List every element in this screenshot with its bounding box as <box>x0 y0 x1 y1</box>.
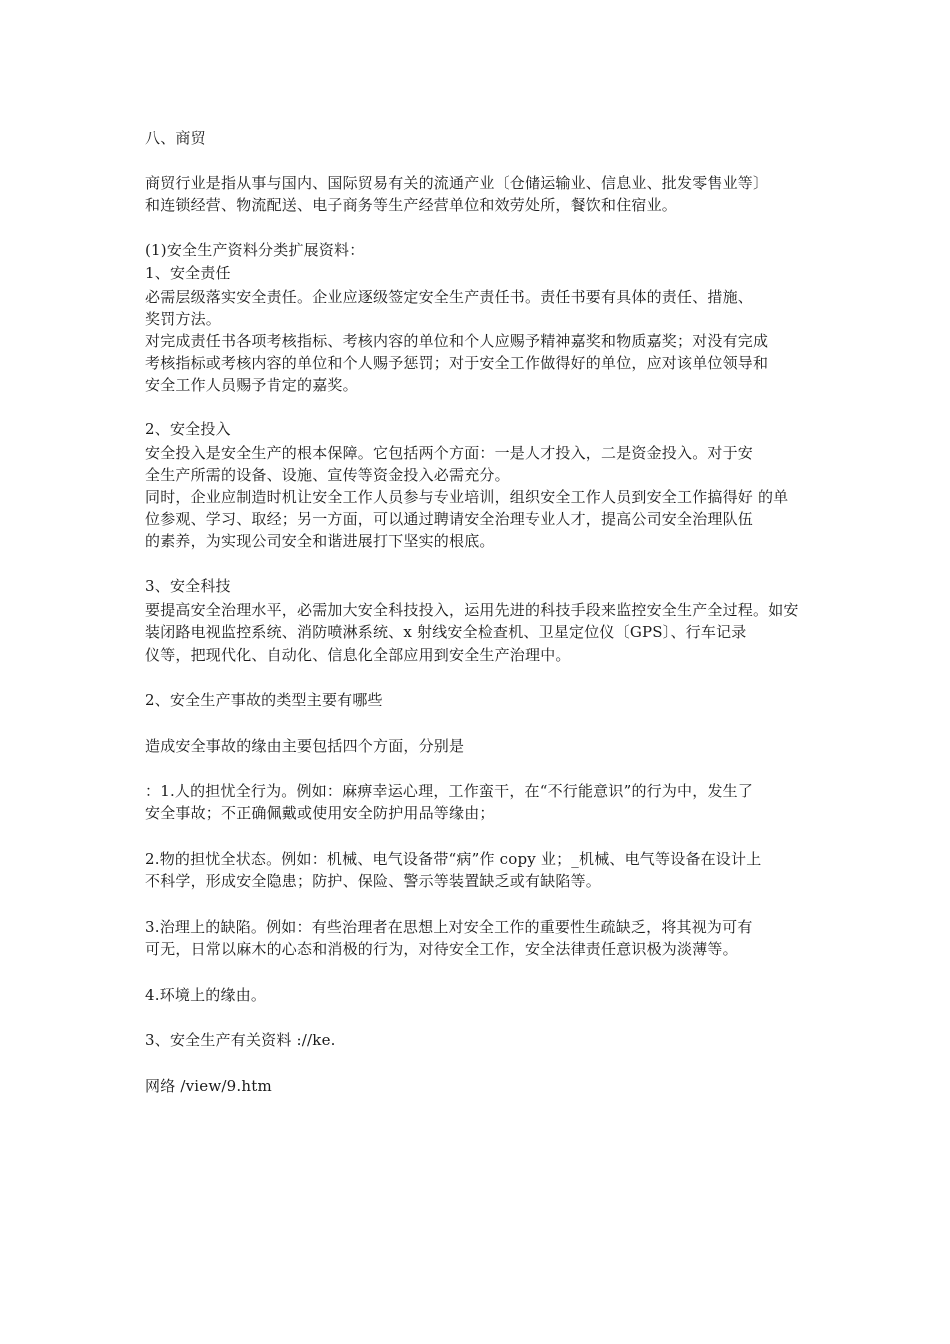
intro-line: 和连锁经营、物流配送、电子商务等生产经营单位和效劳处所，餐饮和住宿业。 <box>145 196 678 214</box>
cause-line: 安全事故；不正确佩戴或使用安全防护用品等缘由； <box>145 804 495 822</box>
item-title: 1、安全责任 <box>145 264 231 282</box>
paragraph-line: 的素养，为实现公司安全和谐进展打下坚实的根底。 <box>145 532 495 550</box>
cause-line: 不科学，形成安全隐患；防护、保险、警示等装置缺乏或有缺陷等。 <box>145 872 602 890</box>
paragraph-line: 奖罚方法。 <box>145 310 222 328</box>
paragraph-line: 考核指标或考核内容的单位和个人赐予惩罚；对于安全工作做得好的单位，应对该单位领导和 <box>145 354 769 372</box>
paragraph-line: 对完成责任书各项考核指标、考核内容的单位和个人应赐予精神嘉奖和物质嘉奖；对没有完成 <box>145 332 769 350</box>
item-title: 2、安全投入 <box>145 420 231 438</box>
paragraph-line: 装闭路电视监控系统、消防喷淋系统、x 射线安全检查机、卫星定位仪〔GPS〕、行车记录 <box>145 623 747 641</box>
cause-line: 2.物的担忧全状态。例如：机械、电气设备带“病”作 copy 业；_机械、电气等设备在设计上 <box>145 850 762 868</box>
paragraph-line: 必需层级落实安全责任。企业应逐级签定安全生产责任书。责任书要有具体的责任、措施、 <box>145 288 754 306</box>
paragraph-line: 安全工作人员赐予肯定的嘉奖。 <box>145 376 358 394</box>
cause-line: ：1.人的担忧全行为。例如：麻痹幸运心理，工作蛮干，在“不行能意识”的行为中，发生了 <box>145 782 754 800</box>
subsection-title: 3、安全生产有关资料 ://ke. <box>145 1031 336 1049</box>
intro-line: 商贸行业是指从事与国内、国际贸易有关的流通产业〔仓储运输业、信息业、批发零售业等〕 <box>145 174 769 192</box>
item-title: 3、安全科技 <box>145 577 231 595</box>
cause-line: 可无，日常以麻木的心态和消极的行为，对待安全工作，安全法律责任意识极为淡薄等。 <box>145 940 738 958</box>
paragraph-line: 造成安全事故的缘由主要包括四个方面，分别是 <box>145 737 465 755</box>
paragraph-line: 安全投入是安全生产的根本保障。它包括两个方面：一是人才投入，二是资金投入。对于安 <box>145 444 754 462</box>
cause-line: 3.治理上的缺陷。例如：有些治理者在思想上对安全工作的重要性生疏缺乏，将其视为可有 <box>145 918 753 936</box>
paragraph-line: 仪等，把现代化、自动化、信息化全部应用到安全生产治理中。 <box>145 646 571 664</box>
paragraph-line: 位参观、学习、取经；另一方面，可以通过聘请安全治理专业人才，提高公司安全治理队伍 <box>145 510 754 528</box>
paragraph-line: 同时，企业应制造时机让安全工作人员参与专业培训，组织安全工作人员到安全工作搞得好 的单 <box>145 488 789 506</box>
paragraph-line: 全生产所需的设备、设施、宣传等资金投入必需充分。 <box>145 466 510 484</box>
subsection-title: (1)安全生产资料分类扩展资料： <box>145 241 365 259</box>
section-heading: 八、商贸 <box>145 129 206 147</box>
footer-line: 网络 /view/9.htm <box>145 1077 272 1095</box>
paragraph-line: 要提高安全治理水平，必需加大安全科技投入，运用先进的科技手段来监控安全生产全过程。如安 <box>145 601 799 619</box>
subsection-title: 2、安全生产事故的类型主要有哪些 <box>145 691 383 709</box>
cause-line: 4.环境上的缘由。 <box>145 986 267 1004</box>
